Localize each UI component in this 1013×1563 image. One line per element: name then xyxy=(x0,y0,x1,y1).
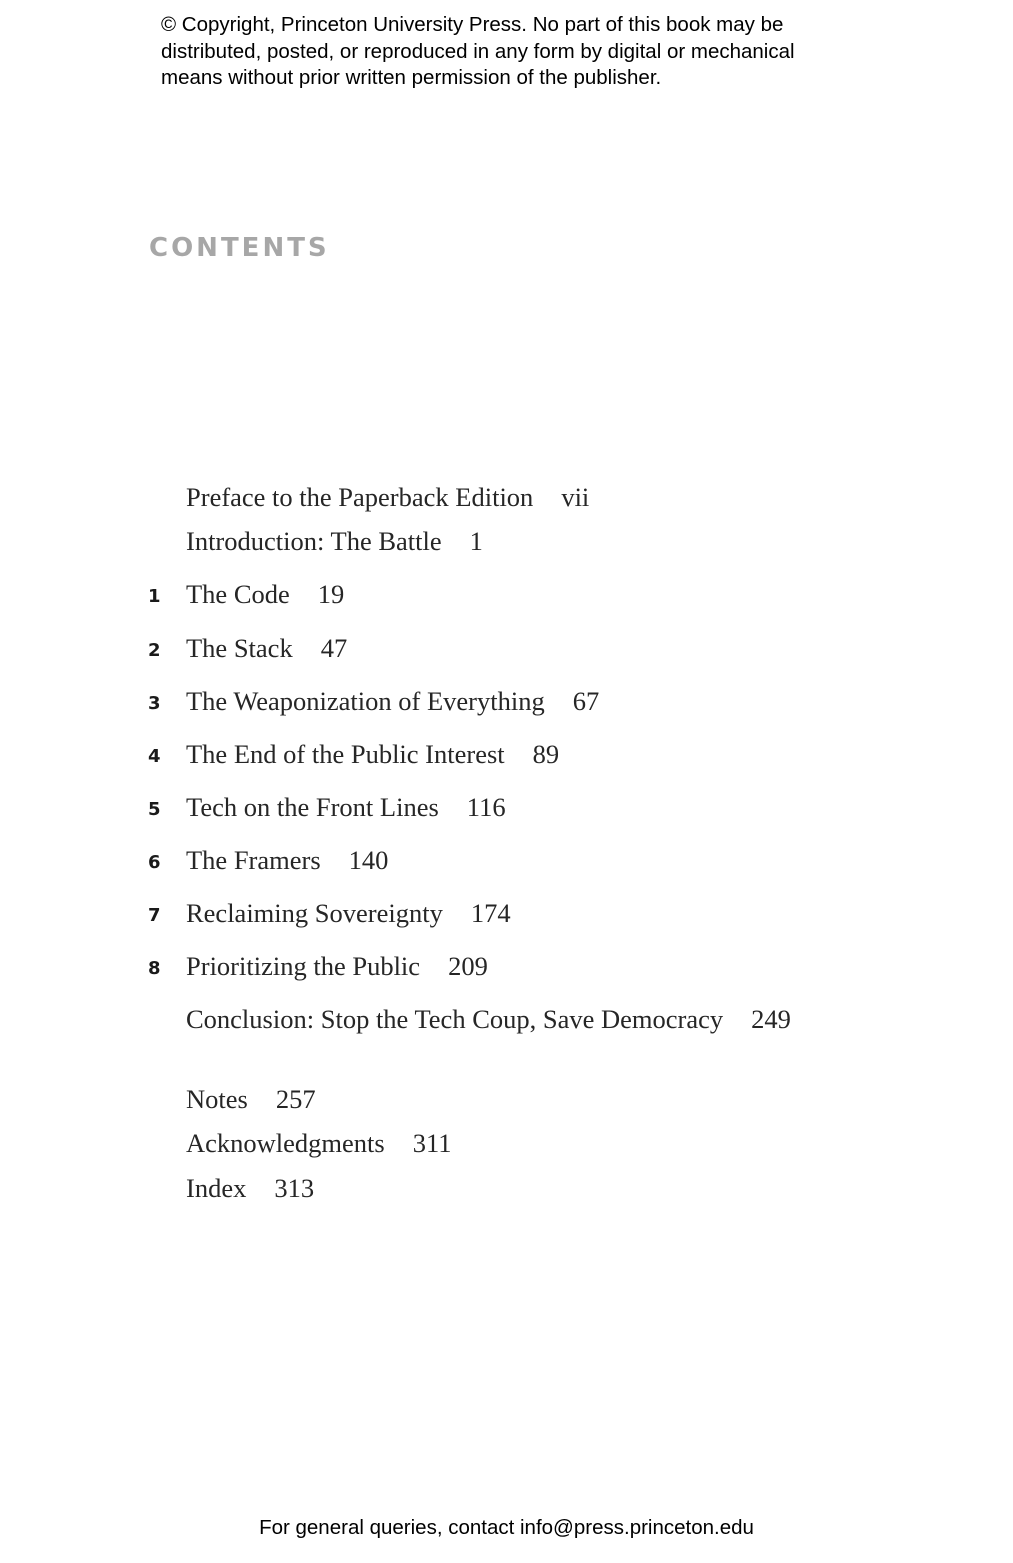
toc-entry-text xyxy=(186,686,599,716)
toc-entry-preface[interactable] xyxy=(0,482,1013,516)
chapter-title: Notes xyxy=(186,1084,248,1114)
chapter-number: 1 xyxy=(148,586,161,607)
page-number: 116 xyxy=(466,792,506,822)
toc-entry-text xyxy=(186,792,506,822)
toc-entry-text xyxy=(186,1173,314,1203)
chapter-number: 3 xyxy=(148,693,161,714)
toc-entry-index[interactable] xyxy=(0,1173,1013,1207)
page-number: 1 xyxy=(469,526,483,556)
footer-contact: For general queries, contact info@press.princeton.edu xyxy=(259,1516,754,1539)
toc-entry-chapter-7[interactable] xyxy=(0,898,1013,932)
chapter-number: 7 xyxy=(148,905,161,926)
page-number: 249 xyxy=(751,1004,791,1034)
page-number: 313 xyxy=(274,1173,315,1203)
toc-entry-text xyxy=(186,739,559,769)
chapter-title: The Framers xyxy=(186,845,321,875)
toc-entry-text xyxy=(186,1084,316,1114)
toc-entry-chapter-6[interactable] xyxy=(0,845,1013,879)
toc-entry-notes[interactable] xyxy=(0,1084,1013,1118)
chapter-title: Acknowledgments xyxy=(186,1128,385,1158)
chapter-title: The Code xyxy=(186,579,290,609)
toc-entry-text xyxy=(186,1128,452,1158)
chapter-title: The Stack xyxy=(186,633,293,663)
toc-entry-conclusion[interactable] xyxy=(0,1004,1013,1038)
chapter-number: 2 xyxy=(148,640,161,661)
page-number: 47 xyxy=(320,633,348,663)
toc-entry-text xyxy=(186,482,589,512)
chapter-title: The End of the Public Interest xyxy=(186,739,505,769)
toc-entry-acknowledgments[interactable] xyxy=(0,1128,1013,1162)
toc-entry-text xyxy=(186,579,344,609)
page-number: 67 xyxy=(572,686,600,716)
page-number: 140 xyxy=(348,845,389,875)
chapter-number: 5 xyxy=(148,799,161,820)
page-number: 19 xyxy=(317,579,345,609)
chapter-title: Preface to the Paperback Edition xyxy=(186,482,534,512)
toc-entry-chapter-2[interactable] xyxy=(0,633,1013,667)
chapter-title: Introduction: The Battle xyxy=(186,526,442,556)
toc-entry-text xyxy=(186,898,511,928)
page-number: vii xyxy=(561,482,590,512)
toc-entry-chapter-4[interactable] xyxy=(0,739,1013,773)
chapter-title: Index xyxy=(186,1173,247,1203)
toc-entry-chapter-8[interactable] xyxy=(0,951,1013,985)
toc-entry-chapter-5[interactable] xyxy=(0,792,1013,826)
chapter-title: Conclusion: Stop the Tech Coup, Save Democracy xyxy=(186,1004,724,1034)
chapter-title: Reclaiming Sovereignty xyxy=(186,898,443,928)
copyright-line: distributed, posted, or reproduced in any form by digital or mechanical xyxy=(161,39,795,63)
page-number: 174 xyxy=(470,898,511,928)
toc-entry-introduction[interactable] xyxy=(0,526,1013,560)
page-title: CONTENTS xyxy=(149,233,330,263)
chapter-number: 4 xyxy=(148,746,161,767)
chapter-title: Prioritizing the Public xyxy=(186,951,421,981)
page-number: 89 xyxy=(532,739,560,769)
toc-entry-text xyxy=(186,633,347,663)
toc-entry-text xyxy=(186,526,483,556)
chapter-title: The Weaponization of Everything xyxy=(186,686,545,716)
toc-entry-chapter-1[interactable] xyxy=(0,579,1013,613)
chapter-title: Tech on the Front Lines xyxy=(186,792,439,822)
toc-entry-text xyxy=(186,1004,791,1034)
chapter-number: 6 xyxy=(148,852,161,873)
toc-entry-chapter-3[interactable] xyxy=(0,686,1013,720)
page-number: 311 xyxy=(412,1128,452,1158)
toc-entry-text xyxy=(186,951,488,981)
chapter-number: 8 xyxy=(148,958,161,979)
copyright-line: © Copyright, Princeton University Press. No part of this book may be xyxy=(161,13,784,36)
copyright-line: means without prior written permission of the publisher. xyxy=(161,66,662,89)
toc-entry-text xyxy=(186,845,388,875)
page-number: 257 xyxy=(275,1084,316,1114)
page-number: 209 xyxy=(448,951,488,981)
